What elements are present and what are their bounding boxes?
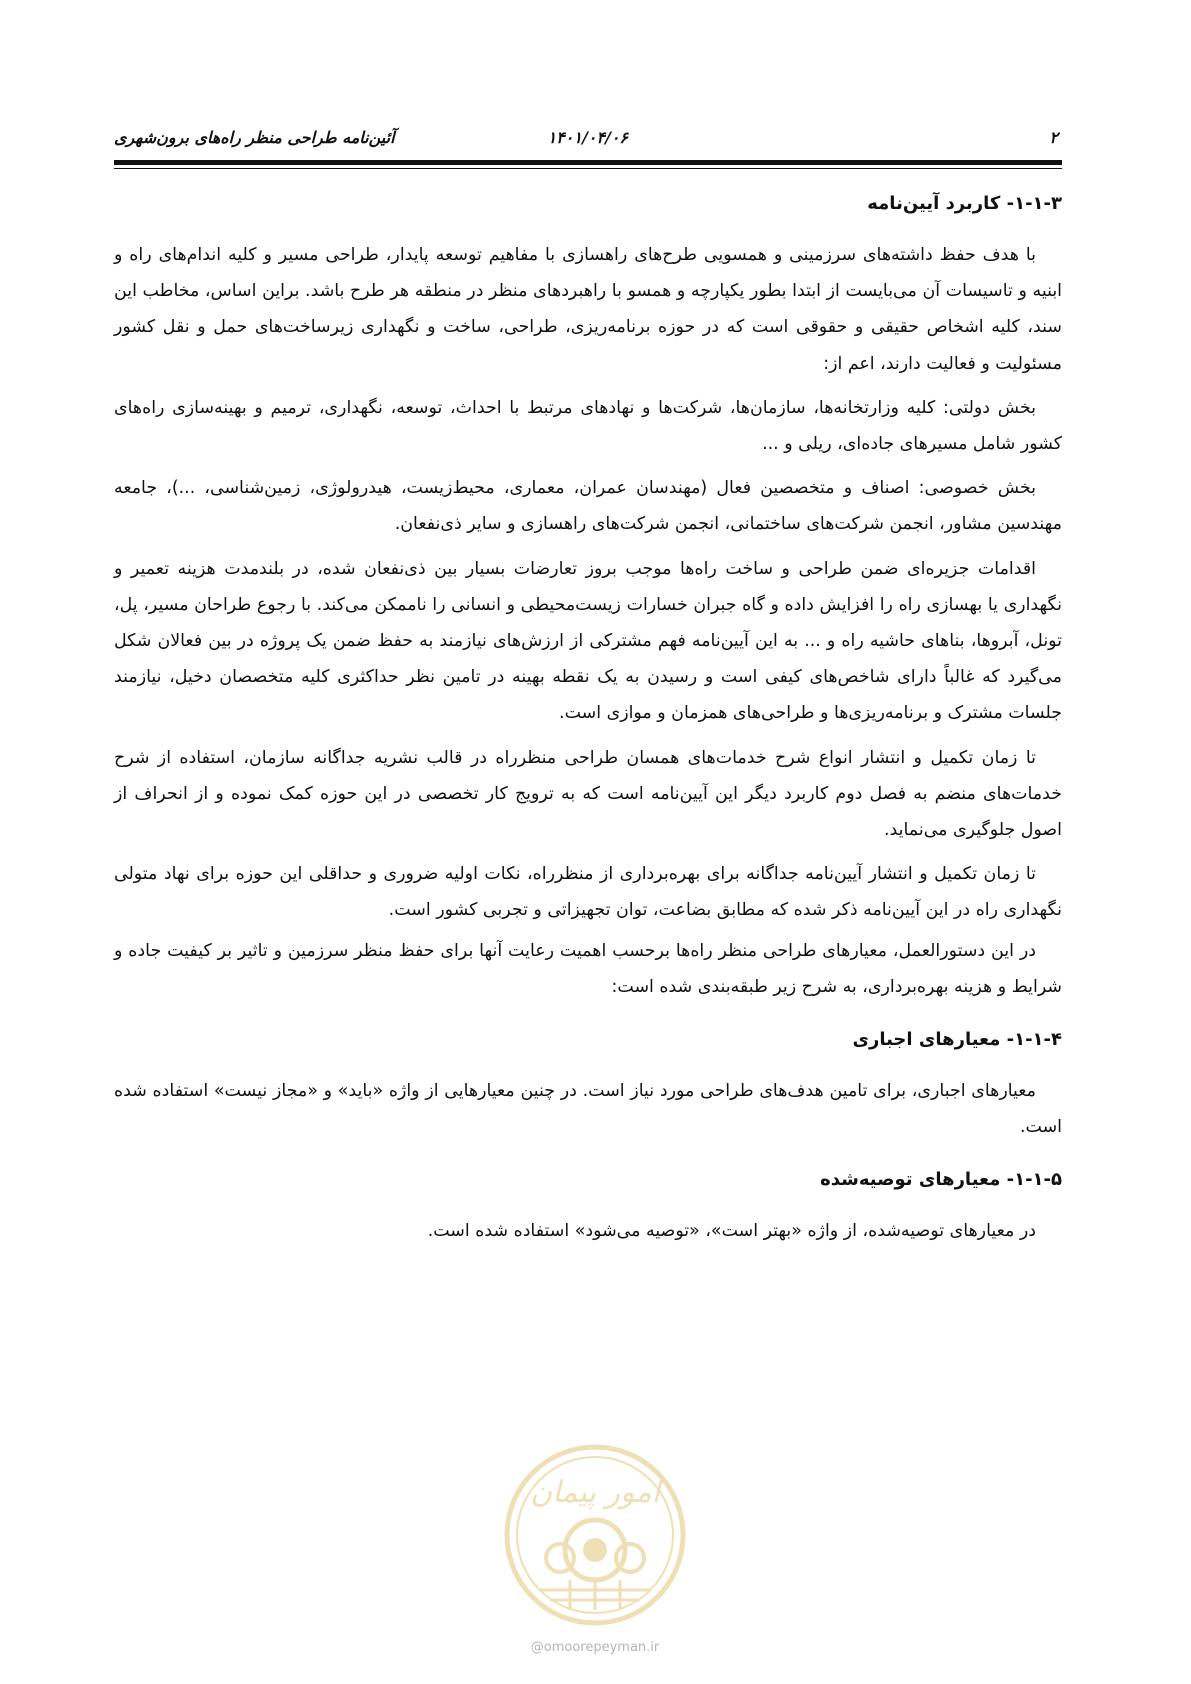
paragraph: در این دستورالعمل، معیارهای طراحی منظر راه‌ها برحسب اهمیت رعایت آنها برای حفظ منظر سرزمین و تاثیر بر کیفیت جاده و شرایط و هزینه بهره‌برداری، به شرح زیر طبقه‌بندی شده است: xyxy=(114,940,1062,997)
section-heading-usage: ۱-۱-۳- کاربرد آیین‌نامه xyxy=(867,193,1062,214)
paragraph: تا زمان تکمیل و انتشار انواع شرح خدمات‌های همسان طراحی منظرراه در قالب نشریه جداگانه سازمان، استفاده از شرح خدمات‌های منضم به فصل دوم کاربرد دیگر این آیین‌نامه است که به ترویج کار تخصصی در این حوزه کمک نموده و از انحراف از اصول جلوگیری می‌نماید. xyxy=(114,747,1062,841)
paragraph: معیارهای اجباری، برای تامین هدف‌های طراحی مورد نیاز است. در چنین معیارهایی از واژه «باید» و «مجاز نیست» استفاده شده است. xyxy=(114,1081,1062,1138)
stamp-text: امور پیمان xyxy=(530,1475,660,1510)
running-header xyxy=(114,128,1062,150)
paragraph: تا زمان تکمیل و انتشار آیین‌نامه جداگانه برای بهره‌برداری از منظرراه، نکات اولیه ضروری و حداقلی این حوزه برای نهاد متولی نگهداری راه در این آیین‌نامه ذکر شده که مطابق بضاعت، توان تجهیزاتی و تجربی کشور است. xyxy=(114,864,1062,921)
paragraph: با هدف حفظ داشته‌های سرزمینی و همسویی طرح‌های راهسازی با مفاهیم توسعه پایدار، طراحی مسیر و کلیه اندام‌های راه و ابنیه و تاسیسات آن می‌بایست از ابتدا بطور یکپارچه و همسو با راهبردهای منظر در منطقه هر طرح باشد. براین اساس، مخاطب این سند، کلیه اشخاص حقیقی و حقوقی است که در حوزه برنامه‌ریزی، طراحی، ساخت و نگهداری زیرساخت‌های حمل و نقل کشور مسئولیت و فعالیت دارند، اعم از: xyxy=(114,245,1062,374)
document-body xyxy=(114,186,1062,1258)
watermark-stamp-logo xyxy=(500,1440,690,1630)
paragraph: بخش خصوصی: اصناف و متخصصین فعال (مهندسان عمران، معماری، محیط‌زیست، هیدرولوژی، زمین‌شناسی، ...)، جامعه مهندسین مشاور، انجمن شرکت‌های ساختمانی، انجمن شرکت‌های راهسازی و سایر ذی‌نفعان. xyxy=(114,478,1062,535)
header-rule-thin xyxy=(114,168,1062,169)
section-heading-recommended: ۱-۱-۵- معیارهای توصیه‌شده xyxy=(820,1169,1062,1191)
paragraph: بخش دولتی: کلیه وزارتخانه‌ها، سازمان‌ها، شرکت‌ها و نهادهای مرتبط با احداث، توسعه، نگهداری، ترمیم و بهینه‌سازی راه‌های کشور شامل مسیرهای جاده‌ای، ریلی و ... xyxy=(114,397,1062,455)
header-date: ۱۴۰۱/۰۴/۰۶ xyxy=(547,128,628,147)
watermark-url: @omoorepeyman.ir xyxy=(530,1640,660,1655)
page-number: ۲ xyxy=(1049,128,1058,147)
document-title: آئین‌نامه طراحی منظر راه‌های برون‌شهری xyxy=(114,128,395,147)
header-rule-thick xyxy=(114,160,1062,165)
paragraph: اقدامات جزیره‌ای ضمن طراحی و ساخت راه‌ها موجب بروز تعارضات بسیار بین ذی‌نفعان شده، در بلندمدت هزینه تعمیر و نگهداری یا بهسازی راه را افزایش داده و گاه جبران خسارات زیست‌محیطی و انسانی را ناممکن می‌کند. با رجوع طراحان مسیر، پل، تونل، آبروها، بناهای حاشیه راه و ... به این آیین‌نامه فهم مشترکی از ارزش‌های نیازمند به حفظ ضمن یک پروژه در بین فعالان شکل می‌گیرد که غالباً دارای شاخص‌های کیفی است و رسیدن به یک نقطه بهینه در تامین نظر حداکثری کلیه متخصصان دخیل، نیازمند جلسات مشترک و برنامه‌ریزی‌ها و طراحی‌های همزمان و موازی است. xyxy=(114,558,1062,724)
section-heading-mandatory: ۱-۱-۴- معیارهای اجباری xyxy=(852,1029,1062,1051)
paragraph: در معیارهای توصیه‌شده، از واژه «بهتر است»، «توصیه می‌شود» استفاده شده است. xyxy=(427,1221,1036,1242)
